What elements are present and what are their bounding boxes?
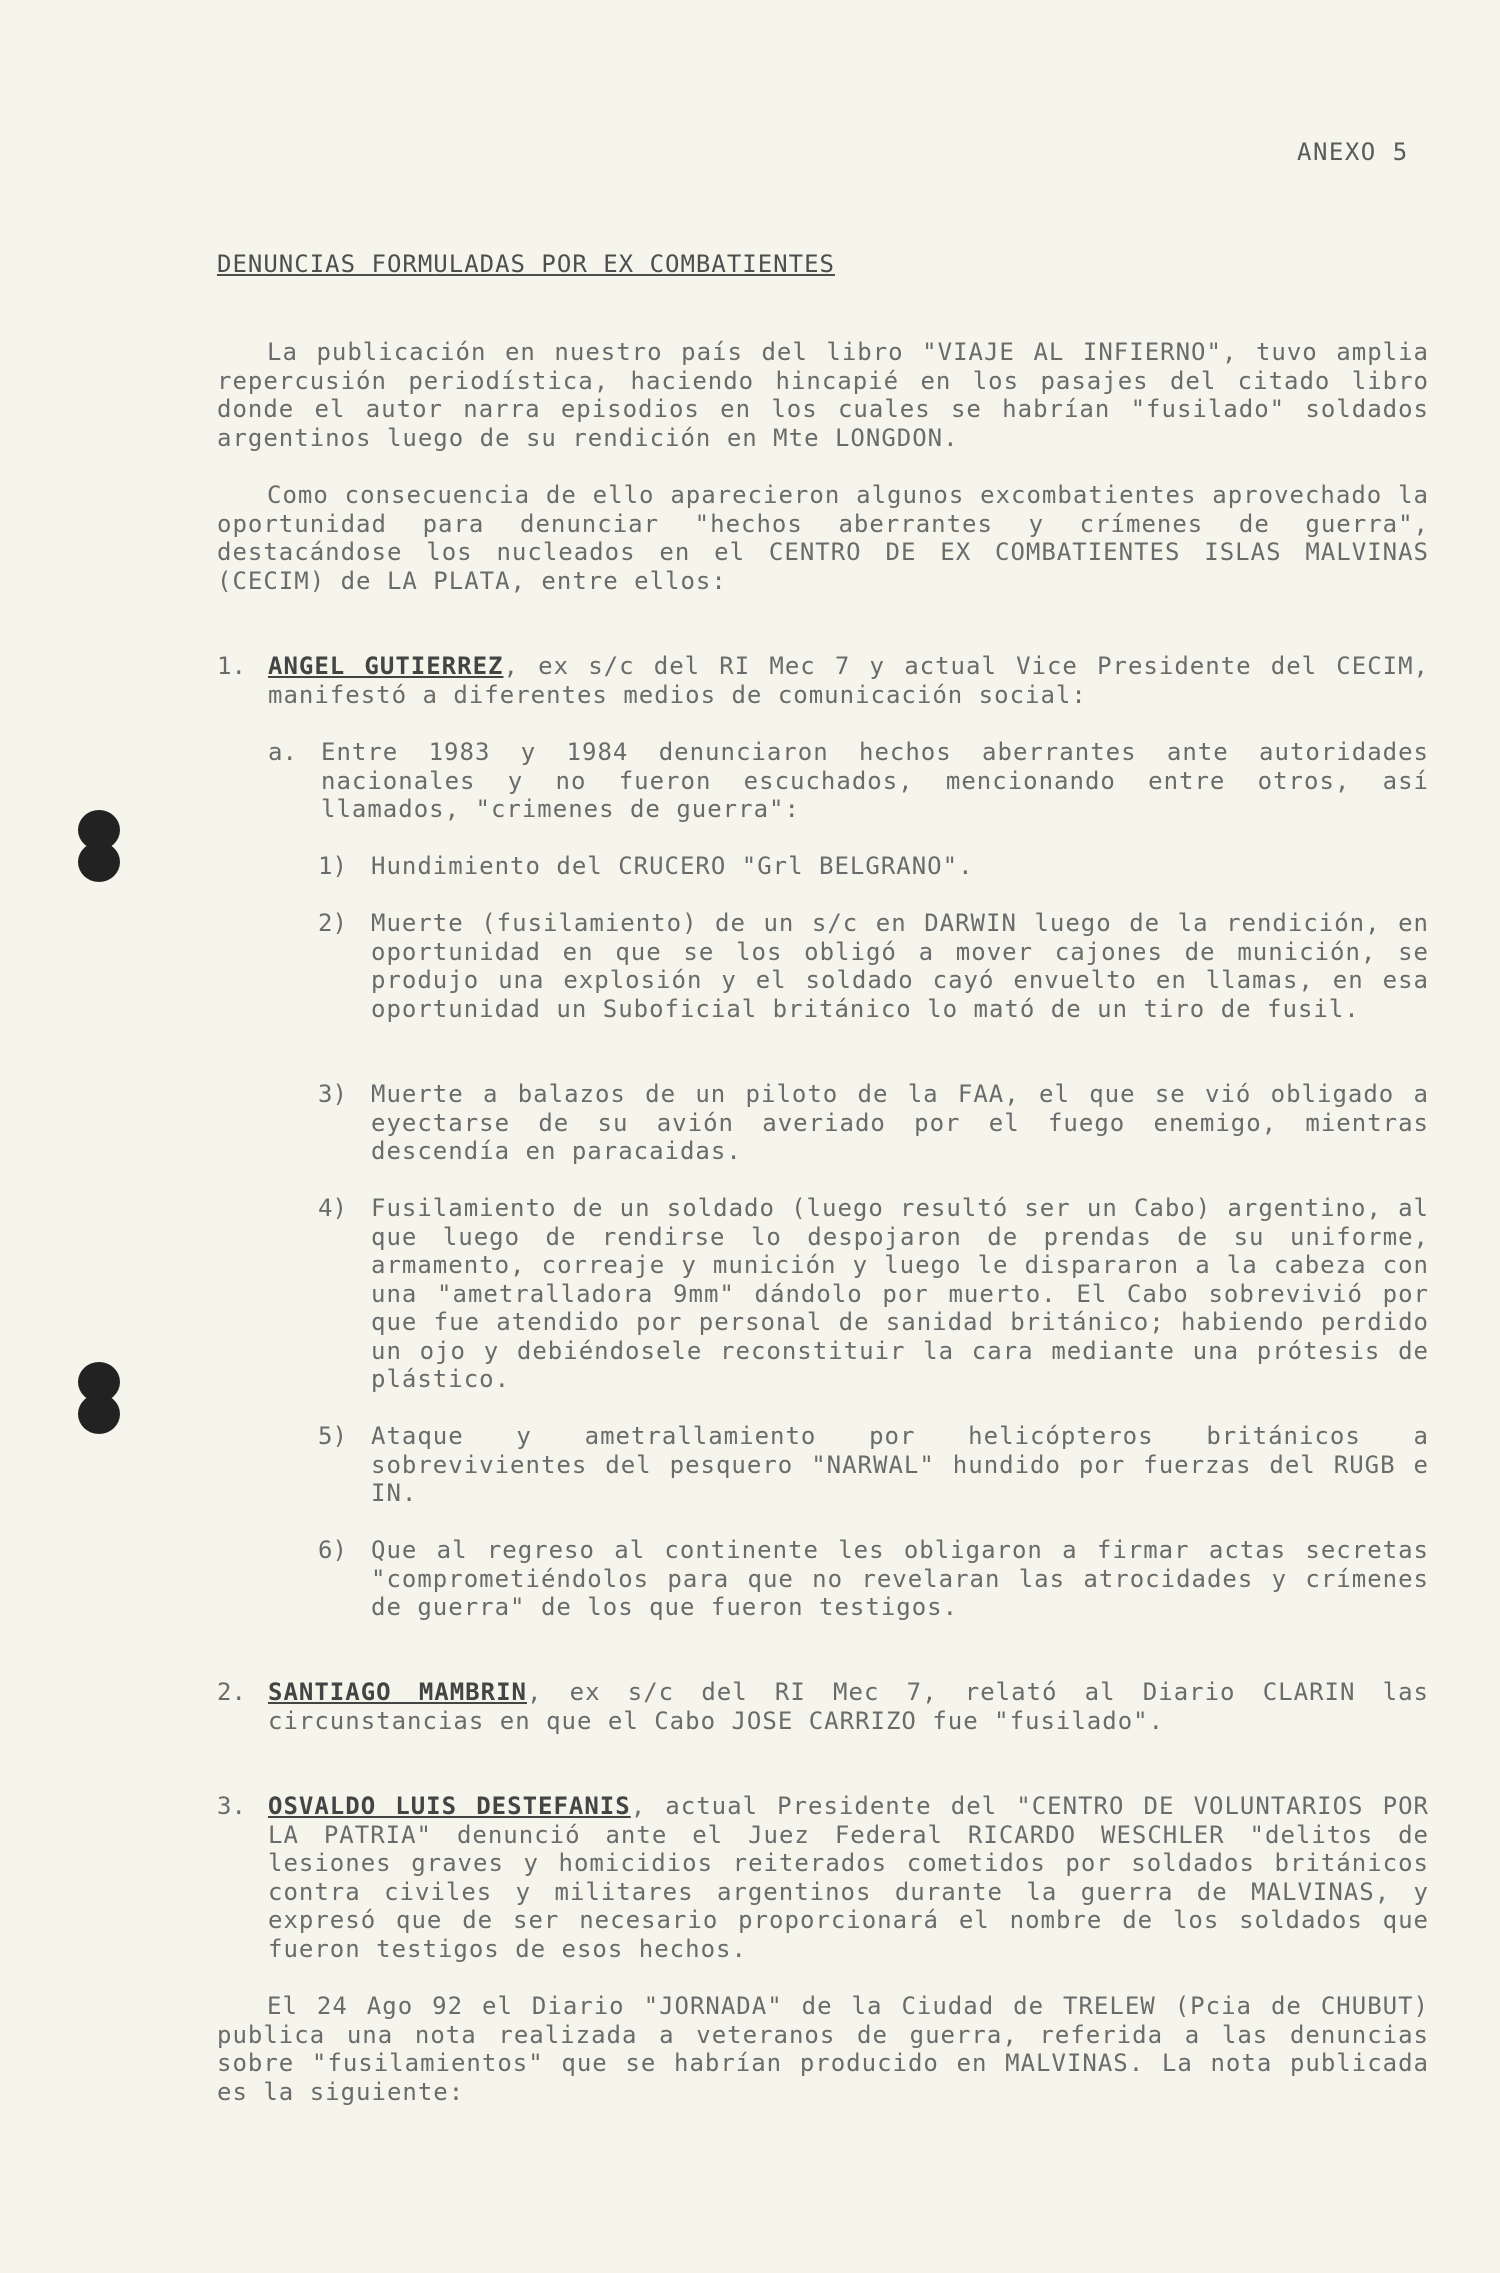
point-3-text: Muerte a balazos de un piloto de la FAA, el que se vió obligado a eyectarse de su avión averiado por el fuego enemigo, mientras descendía en paracaidas.: [371, 1080, 1429, 1165]
point-6-text: Que al regreso al continente les obligaron a firmar actas secretas "comprometiéndolos para que no revelaran las atrocidades y crímenes de guerra" de los que fueron testigos.: [371, 1536, 1429, 1621]
binder-hole-top: [78, 810, 120, 882]
item-1-sub-text: Entre 1983 y 1984 denunciaron hechos aberrantes ante autoridades nacionales y no fueron escuchados, mencionando entre otros, así llamados, "crimenes de guerra":: [321, 738, 1429, 823]
item-2-paragraph: [268, 1678, 1429, 1735]
point-4-text: Fusilamiento de un soldado (luego resultó ser un Cabo) argentino, al que luego de rendirse lo despojaron de prendas de su uniforme, armamento, correaje y munición y luego le dispararon a la cabeza con una "ametralladora 9mm" dándolo por muerto. El Cabo sobrevivió por que fue atendido por personal de sanidad británico; habiendo perdido un ojo y debiéndosele reconstituir la cara mediante una prótesis de plástico.: [371, 1194, 1429, 1393]
point-4-number: 4): [318, 1194, 347, 1222]
item-1-sub-letter: a.: [268, 738, 297, 766]
point-2-text: Muerte (fusilamiento) de un s/c en DARWIN luego de la rendición, en oportunidad en que se los obligó a mover cajones de munición, se produjo una explosión y el soldado cayó envuelto en llamas, en esa oportunidad un Suboficial británico lo mató de un tiro de fusil.: [371, 909, 1429, 1023]
item-3-name: OSVALDO LUIS DESTEFANIS: [268, 1792, 631, 1820]
point-1-number: 1): [318, 852, 347, 880]
annex-label: ANEXO 5: [1297, 138, 1409, 166]
point-3-number: 3): [318, 1080, 347, 1108]
item-1-number: 1.: [217, 652, 246, 680]
binder-hole-bottom: [78, 1362, 120, 1434]
item-1-paragraph: [268, 652, 1429, 709]
point-5-number: 5): [318, 1422, 347, 1450]
item-3-text: , actual Presidente del "CENTRO DE VOLUNTARIOS POR LA PATRIA" denunció ante el Juez Federal RICARDO WESCHLER "delitos de lesiones graves y homicidios reiterados cometidos por soldados británicos contra civiles y militares argentinos durante la guerra de MALVINAS, y expresó que de ser necesario proporcionará el nombre de los soldados que fueron testigos de esos hechos.: [268, 1792, 1429, 1963]
item-3-number: 3.: [217, 1792, 246, 1820]
intro-paragraph-1: La publicación en nuestro país del libro "VIAJE AL INFIERNO", tuvo amplia repercusión periodística, haciendo hincapié en los pasajes del citado libro donde el autor narra episodios en los cuales se habrían "fusilado" soldados argentinos luego de su rendición en Mte LONGDON.: [217, 338, 1429, 452]
item-2-name: SANTIAGO MAMBRIN: [268, 1678, 527, 1706]
closing-paragraph: El 24 Ago 92 el Diario "JORNADA" de la Ciudad de TRELEW (Pcia de CHUBUT) publica una nota realizada a veteranos de guerra, referida a las denuncias sobre "fusilamientos" que se habrían producido en MALVINAS. La nota publicada es la siguiente:: [217, 1992, 1429, 2106]
item-3-paragraph: [268, 1792, 1429, 1963]
point-1-text: Hundimiento del CRUCERO "Grl BELGRANO".: [371, 852, 974, 880]
point-2-number: 2): [318, 909, 347, 937]
item-2-number: 2.: [217, 1678, 246, 1706]
item-1-text: , ex s/c del RI Mec 7 y actual Vice Presidente del CECIM, manifestó a diferentes medios de comunicación social:: [268, 652, 1429, 709]
point-6-number: 6): [318, 1536, 347, 1564]
item-1-name: ANGEL GUTIERREZ: [268, 652, 504, 680]
point-5-text: Ataque y ametrallamiento por helicópteros británicos a sobrevivientes del pesquero "NARWAL" hundido por fuerzas del RUGB e IN.: [371, 1422, 1429, 1507]
item-2-text: , ex s/c del RI Mec 7, relató al Diario CLARIN las circunstancias en que el Cabo JOSE CARRIZO fue "fusilado".: [268, 1678, 1429, 1735]
document-title: DENUNCIAS FORMULADAS POR EX COMBATIENTES: [217, 250, 835, 278]
intro-paragraph-2: Como consecuencia de ello aparecieron algunos excombatientes aprovechado la oportunidad para denunciar "hechos aberrantes y crímenes de guerra", destacándose los nucleados en el CENTRO DE EX COMBATIENTES ISLAS MALVINAS (CECIM) de LA PLATA, entre ellos:: [217, 481, 1429, 595]
